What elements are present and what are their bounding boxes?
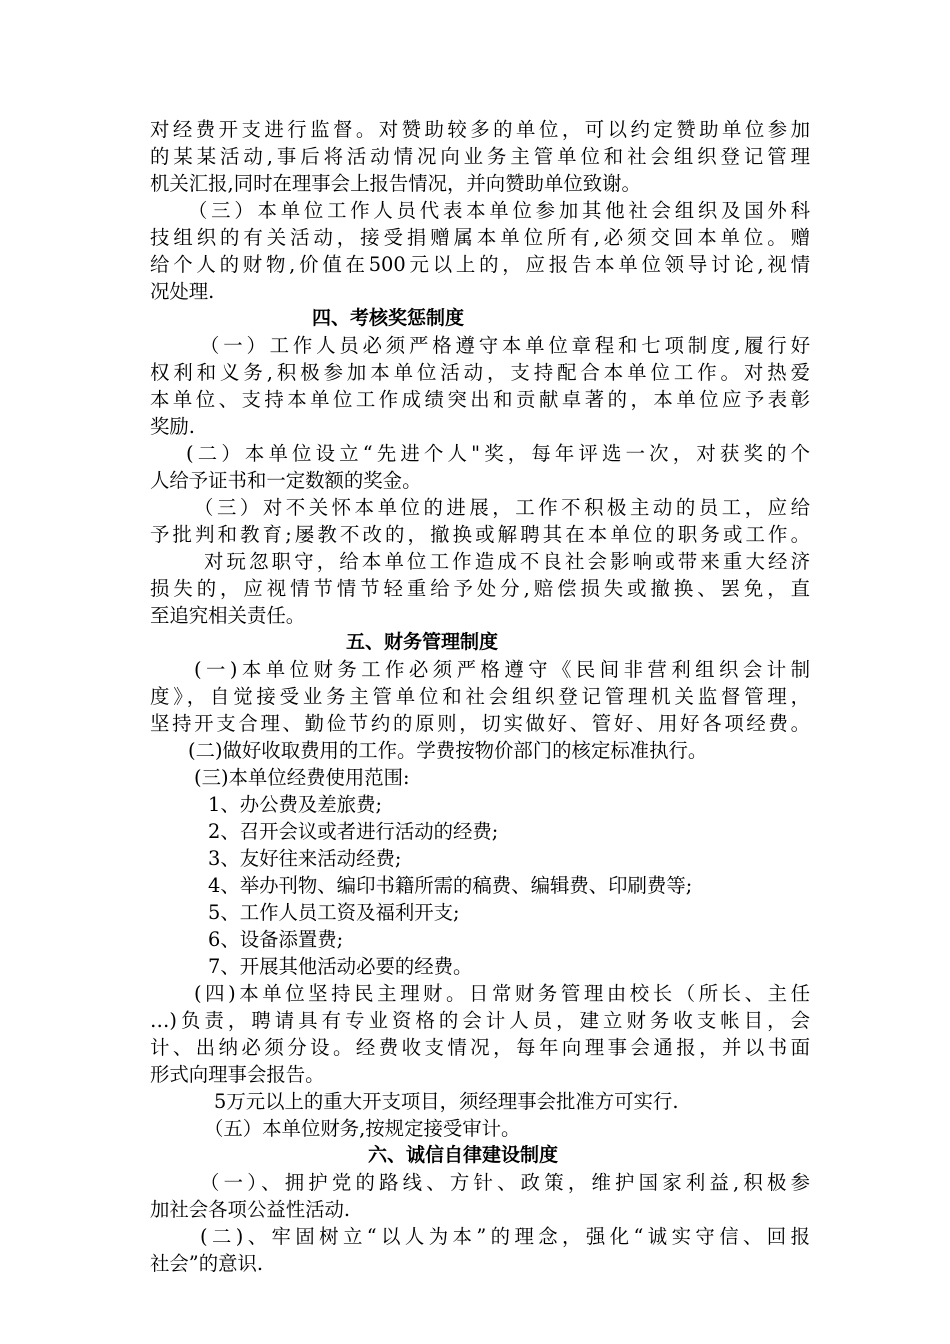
text-line: (一)本单位财务工作必须严格遵守《民间非营利组织会计制: [194, 658, 810, 681]
list-item: 4、举办刊物、编印书籍所需的稿费、编辑费、印刷费等;: [208, 874, 693, 897]
document-page: [150, 116, 810, 1277]
text-line: （一）工作人员必须严格遵守本单位章程和七项制度,履行好: [200, 334, 810, 357]
list-item: 5、工作人员工资及福利开支;: [208, 901, 460, 924]
text-line: 况处理.: [150, 280, 215, 303]
list-item: 7、开展其他活动必要的经费。: [208, 955, 473, 978]
list-item: 3、友好往来活动经费;: [208, 847, 402, 870]
list-item: 6、设备添置费;: [208, 928, 344, 951]
text-line: 对经费开支进行监督。对赞助较多的单位，可以约定赞助单位参加: [150, 118, 810, 141]
section-heading: 六、诚信自律建设制度: [368, 1144, 559, 1166]
section-heading: 四、考核奖惩制度: [312, 307, 465, 329]
text-line: 5万元以上的重大开支项目，须经理事会批准方可实行.: [214, 1090, 679, 1113]
text-line: 至追究相关责任。: [150, 604, 306, 627]
text-line: …)负责，聘请具有专业资格的会计人员，建立财务收支帐目，会: [150, 1009, 810, 1032]
section-heading: 五、财务管理制度: [346, 631, 499, 653]
text-line: （五）本单位财务,按规定接受审计。: [204, 1117, 521, 1140]
text-line: 的某某活动,事后将活动情况向业务主管单位和社会组织登记管理: [150, 145, 810, 168]
text-line: 对玩忽职守，给本单位工作造成不良社会影响或带来重大经济: [204, 550, 810, 573]
list-item: 2、召开会议或者进行活动的经费;: [208, 820, 499, 843]
text-line: (三)本单位经费使用范围:: [194, 766, 410, 789]
text-line: （三）本单位工作人员代表本单位参加其他社会组织及国外科: [188, 199, 810, 222]
text-line: 坚持开支合理、勤俭节约的原则，切实做好、管好、用好各项经费。: [150, 712, 810, 735]
text-line: （一）、拥护党的路线、方针、政策，维护国家利益,积极参: [200, 1171, 810, 1194]
text-line: 损失的，应视情节情节轻重给予处分,赔偿损失或撤换、罢免，直: [150, 577, 810, 600]
text-line: (二）本单位设立“先进个人"奖，每年评选一次，对获奖的个: [186, 442, 810, 465]
text-line: 给个人的财物,价值在500元以上的，应报告本单位领导讨论,视情: [150, 253, 810, 276]
text-line: 计、出纳必须分设。经费收支情况，每年向理事会通报，并以书面: [150, 1036, 810, 1059]
text-line: 形式向理事会报告。: [150, 1063, 325, 1086]
text-line: 机关汇报,同时在理事会上报告情况，并向赞助单位致谢。: [150, 172, 641, 195]
text-line: 技组织的有关活动，接受捐赠属本单位所有,必须交回本单位。赠: [150, 226, 810, 249]
text-line: （三）对不关怀本单位的进展，工作不积极主动的员工，应给: [194, 496, 810, 519]
text-line: (二)做好收取费用的工作。学费按物价部门的核定标准执行。: [188, 739, 708, 762]
text-line: 社会”的意识.: [150, 1252, 264, 1275]
text-line: 度》，自觉接受业务主管单位和社会组织登记管理机关监督管理，: [150, 685, 810, 708]
text-line: 权利和义务,积极参加本单位活动，支持配合本单位工作。对热爱: [150, 361, 810, 384]
text-line: 予批判和教育;屡教不改的，撤换或解聘其在本单位的职务或工作。: [150, 523, 810, 546]
text-line: (二)、牢固树立“以人为本”的理念，强化“诚实守信、回报: [200, 1225, 810, 1248]
list-item: 1、办公费及差旅费;: [208, 793, 382, 816]
text-line: 奖励.: [150, 415, 195, 438]
text-line: 加社会各项公益性活动.: [150, 1198, 351, 1221]
text-line: 人给予证书和一定数额的奖金。: [150, 469, 422, 492]
text-line: 本单位、支持本单位工作成绩突出和贡献卓著的，本单位应予表彰: [150, 388, 810, 411]
text-line: (四)本单位坚持民主理财。日常财务管理由校长（所长、主任: [194, 982, 810, 1005]
